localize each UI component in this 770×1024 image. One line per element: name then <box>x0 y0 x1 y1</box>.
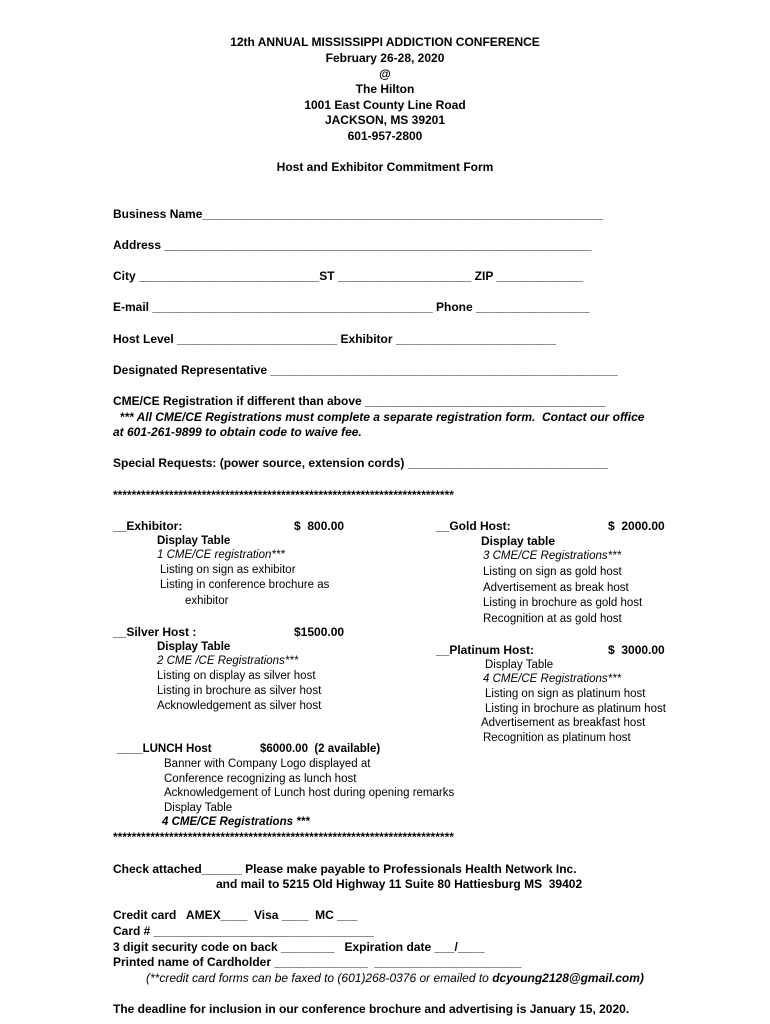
cme-note-line1: *** All CME/CE Registrations must complete a separate registration form. Contact our office <box>113 410 645 424</box>
gold-item: Advertisement as break host <box>483 582 629 594</box>
lunch-item: Conference recognizing as lunch host <box>164 773 357 785</box>
gold-item: Listing in brochure as gold host <box>483 597 643 609</box>
lunch-item: Banner with Company Logo displayed at <box>164 758 371 770</box>
designated-rep-field[interactable]: Designated Representative ____________________________________________________ <box>113 363 618 377</box>
security-expiration-field[interactable]: 3 digit security code on back ________ Expiration date ___/____ <box>113 940 485 954</box>
fax-note <box>146 971 644 985</box>
special-requests-field[interactable]: Special Requests: (power source, extension cords) ______________________________ <box>113 456 608 470</box>
platinum-item: Listing on sign as platinum host <box>485 688 646 700</box>
exhibitor-price: $ 800.00 <box>294 519 345 533</box>
exhibitor-item: Listing in conference brochure as <box>160 579 330 591</box>
lunch-item: 4 CME/CE Registrations *** <box>162 816 310 828</box>
silver-item: Acknowledgement as silver host <box>157 700 322 712</box>
business-name-field[interactable]: Business Name____________________________________________________________ <box>113 207 603 221</box>
card-number-field[interactable]: Card # _________________________________ <box>113 924 374 938</box>
gold-item: 3 CME/CE Registrations*** <box>483 550 622 562</box>
credit-card-type-field[interactable]: Credit card AMEX____ Visa ____ MC ___ <box>113 908 358 922</box>
exhibitor-item: Display Table <box>157 535 231 547</box>
fax-note-text: (**credit card forms can be faxed to (601)268-0376 or emailed to <box>146 971 493 985</box>
venue-phone: 601-957-2800 <box>347 129 423 143</box>
host-level-field[interactable]: Host Level ________________________ Exhibitor ________________________ <box>113 332 557 346</box>
form-title: Host and Exhibitor Commitment Form <box>276 160 494 174</box>
platinum-item: Advertisement as breakfast host <box>481 717 646 729</box>
gold-host-price: $ 2000.00 <box>608 519 665 533</box>
lunch-host-price: $6000.00 (2 available) <box>260 743 381 755</box>
exhibitor-item: Listing on sign as exhibitor <box>160 564 296 576</box>
silver-host-price: $1500.00 <box>294 625 345 639</box>
gold-host-title[interactable]: __Gold Host: <box>436 519 511 533</box>
lunch-item: Display Table <box>164 802 233 814</box>
gold-item: Listing on sign as gold host <box>483 566 622 578</box>
mail-address: and mail to 5215 Old Highway 11 Suite 80 Hattiesburg MS 39402 <box>216 877 583 891</box>
silver-item: Display Table <box>157 641 231 653</box>
check-line[interactable]: Check attached______ Please make payable to Professionals Health Network Inc. <box>113 862 577 876</box>
silver-item: Listing in brochure as silver host <box>157 685 322 697</box>
contact-email: dcyoung2128@gmail.com) <box>492 971 644 985</box>
platinum-item: Listing in brochure as platinum host <box>485 703 666 715</box>
exhibitor-item: 1 CME/CE registration*** <box>157 549 285 561</box>
platinum-item: 4 CME/CE Registrations*** <box>483 673 622 685</box>
deadline-note: The deadline for inclusion in our conference brochure and advertising is January 15, 2020. <box>113 1002 630 1016</box>
conference-dates: February 26-28, 2020 <box>325 51 445 65</box>
gold-item: Recognition at as gold host <box>483 613 622 625</box>
platinum-host-title[interactable]: __Platinum Host: <box>436 643 535 657</box>
platinum-item: Recognition as platinum host <box>483 732 631 744</box>
exhibitor-title[interactable]: __Exhibitor: <box>113 519 183 533</box>
city-state-zip-field[interactable]: City ___________________________ST ____________________ ZIP _____________ <box>113 269 584 283</box>
cardholder-name-field[interactable]: Printed name of Cardholder ______________ ______________________ <box>113 955 522 969</box>
silver-item: 2 CME /CE Registrations*** <box>157 655 299 667</box>
platinum-item: Display Table <box>485 659 554 671</box>
cme-registration-field[interactable]: CME/CE Registration if different than above ____________________________________ <box>113 394 606 408</box>
venue-city: JACKSON, MS 39201 <box>324 113 446 127</box>
address-field[interactable]: Address ________________________________________________________________ <box>113 238 592 252</box>
silver-host-title[interactable]: __Silver Host : <box>113 625 197 639</box>
cme-note-line2: at 601-261-9899 to obtain code to waive fee. <box>113 425 362 439</box>
conference-title: 12th ANNUAL MISSISSIPPI ADDICTION CONFERENCE <box>230 35 540 49</box>
at-symbol: @ <box>379 67 391 81</box>
silver-item: Listing on display as silver host <box>157 670 316 682</box>
email-phone-field[interactable]: E-mail __________________________________________ Phone _________________ <box>113 300 590 314</box>
gold-item: Display table <box>481 534 556 548</box>
platinum-host-price: $ 3000.00 <box>608 643 665 657</box>
divider-bottom: ************************************************************************* <box>113 830 454 844</box>
lunch-host-title[interactable]: ____LUNCH Host <box>117 743 212 755</box>
venue-name: The Hilton <box>355 82 415 96</box>
divider-top: ************************************************************************* <box>113 488 454 502</box>
venue-address: 1001 East County Line Road <box>304 98 466 112</box>
lunch-item: Acknowledgement of Lunch host during opening remarks <box>164 787 455 799</box>
exhibitor-item: exhibitor <box>185 595 229 607</box>
